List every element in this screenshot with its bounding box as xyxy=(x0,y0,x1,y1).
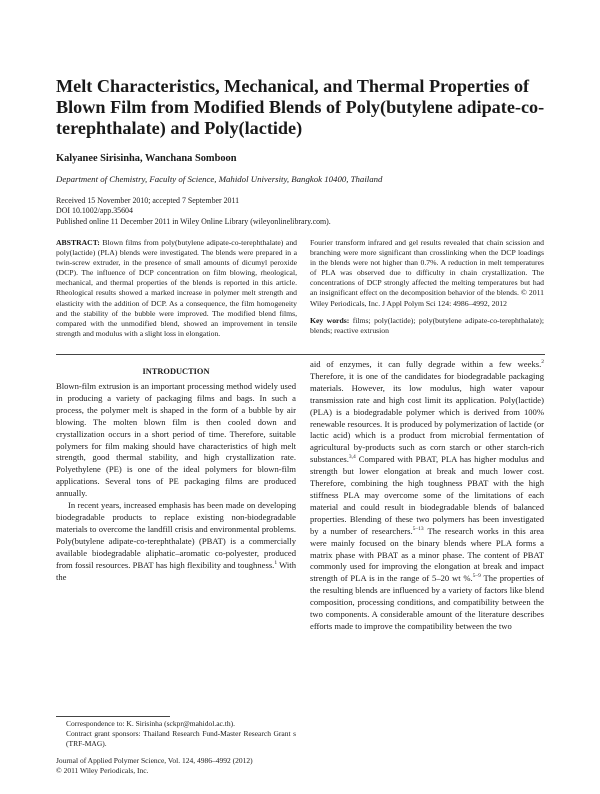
intro-paragraph-2 xyxy=(56,500,296,583)
journal-reference: Journal of Applied Polymer Science, Vol. 124, 4986–4992 (2012) xyxy=(56,756,253,765)
reference-1[interactable]: 1 xyxy=(274,559,278,566)
intro-paragraph-1: Blown-film extrusion is an important processing method widely used in producing a variety of packaging films and bags. In such a process, the polymer melt is shaped in the form of a bubble by air blowing. The molten blown film is then cooled down and crystallization occurs in a short period of time. Therefore, suitable polymers for film making should have characteristics of high melt strength, good thermal stability, and high crystallization rate. Polyethylene (PE) is one of the ideal polymers for blown-film applications. Several tons of PE packaging films are produced annually. xyxy=(56,381,296,499)
keywords xyxy=(310,316,544,336)
abstract-right-column xyxy=(310,238,544,336)
section-divider xyxy=(56,354,545,355)
intro-text-a: aid of enzymes, it can fully degrade within a few weeks. xyxy=(310,359,542,369)
body-right-column xyxy=(310,359,544,633)
intro-text-c: Compared with PBAT, PLA has higher modulus and strength but lower elongation at break and much lower cost. Therefore, combining the high toughness PBAT with the high stiffness PLA may overcome some of the limitations of each material and could result in biodegradable blends of balanced properties. Blending of these two polymers has been investigated by a number of researchers. xyxy=(310,454,544,536)
reference-5-13[interactable]: 5–13 xyxy=(412,525,424,532)
article-history xyxy=(56,196,556,227)
article-title: Melt Characteristics, Mechanical, and Thermal Properties of Blown Film from Modified Blends of Poly(butylene adipate-co-terephthalate) and Poly(lactide) xyxy=(56,76,545,138)
correspondence-note: Correspondence to: K. Sirisinha (sckpr@mahidol.ac.th). xyxy=(66,719,235,728)
reference-3-4[interactable]: 3,4 xyxy=(348,454,356,461)
grant-note: Contract grant sponsors: Thailand Research Fund-Master Research Grant s (TRF-MAG). xyxy=(66,728,296,748)
journal-citation xyxy=(56,756,296,776)
intro-text-e: The properties of the resulting blends are influenced by a variety of factors like blend composition, processing conditions, and compatibility between the two components. A considerable amount of the literature describes efforts made to improve the compatibility between the two xyxy=(310,573,544,631)
intro-text-d: The research works in this area were mainly focused on the binary blends where PLA forms a matrix phase with PBAT as a minor phase. The content of PBAT commonly used for improving the elongation at break and impact strength of PLA is in the range of 5–20 wt %. xyxy=(310,525,544,584)
journal-copyright: © 2011 Wiley Periodicals, Inc. xyxy=(56,765,149,775)
abstract-text-left: Blown films from poly(butylene adipate-co-terephthalate) and poly(lactide) (PLA) blends were investigated. The blends were prepared in a twin-screw extruder, in the presence of small amounts of dicumyl peroxide (DCP). The influence of DCP concentration on film blowing, rheological, mechanical, and thermal properties of the blends is reported in this article. Rheological results showed a marked increase in polymer melt strength and elasticity with the addition of DCP. As a consequence, the film homogeneity and the stability of the bubble were improved. The modified blend films, compared with the unmodified blend, showed an improvement in tensile strength and modulus with a slight loss in elongation. xyxy=(56,238,298,338)
intro-paragraph-2-text: In recent years, increased emphasis has been made on developing biodegradable products to replace existing non-biodegradable materials to overcome the landfill crisis and environmental problems. Poly(butylene adipate-co-terephthalate) (PBAT) is a commercially available biodegradable aliphatic–aromatic co-polyester, produced from fossil resources. PBAT has high flexibility and toughness. xyxy=(56,500,296,570)
intro-paragraph-3 xyxy=(310,359,544,633)
abstract-copyright: © 2011 Wiley Periodicals, Inc. J Appl Polym Sci 124: 4986–4992, 2012 xyxy=(310,288,544,308)
published-online: Published online 11 December 2011 in Wiley Online Library (wileyonlinelibrary.com). xyxy=(56,216,331,226)
keywords-text: films; poly(lactide); poly(butylene adipate-co-terephthalate); blends; reactive extrusion xyxy=(310,315,544,335)
intro-text-b: Therefore, it is one of the candidates for biodegradable packaging materials. However, its low modulus, high water vapour transmission rate and high cost limit its application. Poly(lactide) (PLA) is a biodegradable polymer which is derived from 100% renewable resources. It is produced by polymerization of lactide (or lactic acid) which is a product from microbial fermentation of agricultural by-products such as corn starch or other starch-rich substances. xyxy=(310,370,544,465)
footnote xyxy=(56,719,296,748)
keywords-label: Key words: xyxy=(310,315,350,325)
received-date: Received 15 November 2010; accepted 7 September 2011 xyxy=(56,196,240,205)
abstract-label: ABSTRACT: xyxy=(56,238,100,247)
reference-2[interactable]: 2 xyxy=(541,359,544,366)
reference-5-9[interactable]: 5–9 xyxy=(472,573,481,580)
article-authors: Kalyanee Sirisinha, Wanchana Somboon xyxy=(56,153,237,164)
intro-paragraph-2-end: With the xyxy=(56,559,296,582)
author-affiliation: Department of Chemistry, Faculty of Science, Mahidol University, Bangkok 10400, Thailand xyxy=(56,174,383,184)
abstract-left-column xyxy=(56,238,297,339)
introduction-heading: INTRODUCTION xyxy=(142,367,210,376)
footnote-divider xyxy=(56,716,170,717)
abstract-continuation xyxy=(310,238,544,309)
body-left-column xyxy=(56,381,296,583)
abstract-text-right: Fourier transform infrared and gel results revealed that chain scission and branching were more significant than crosslinking when the DCP loadings in the blends were not higher than 0.7%. A reduction in melt temperatures of PLA was observed due to difficulty in chain crystallization. The concentrations of DCP strongly affected the melting temperatures but had an insignificant effect on the decomposition behavior of the blends. xyxy=(310,238,544,298)
doi[interactable]: DOI 10.1002/app.35604 xyxy=(56,206,133,216)
